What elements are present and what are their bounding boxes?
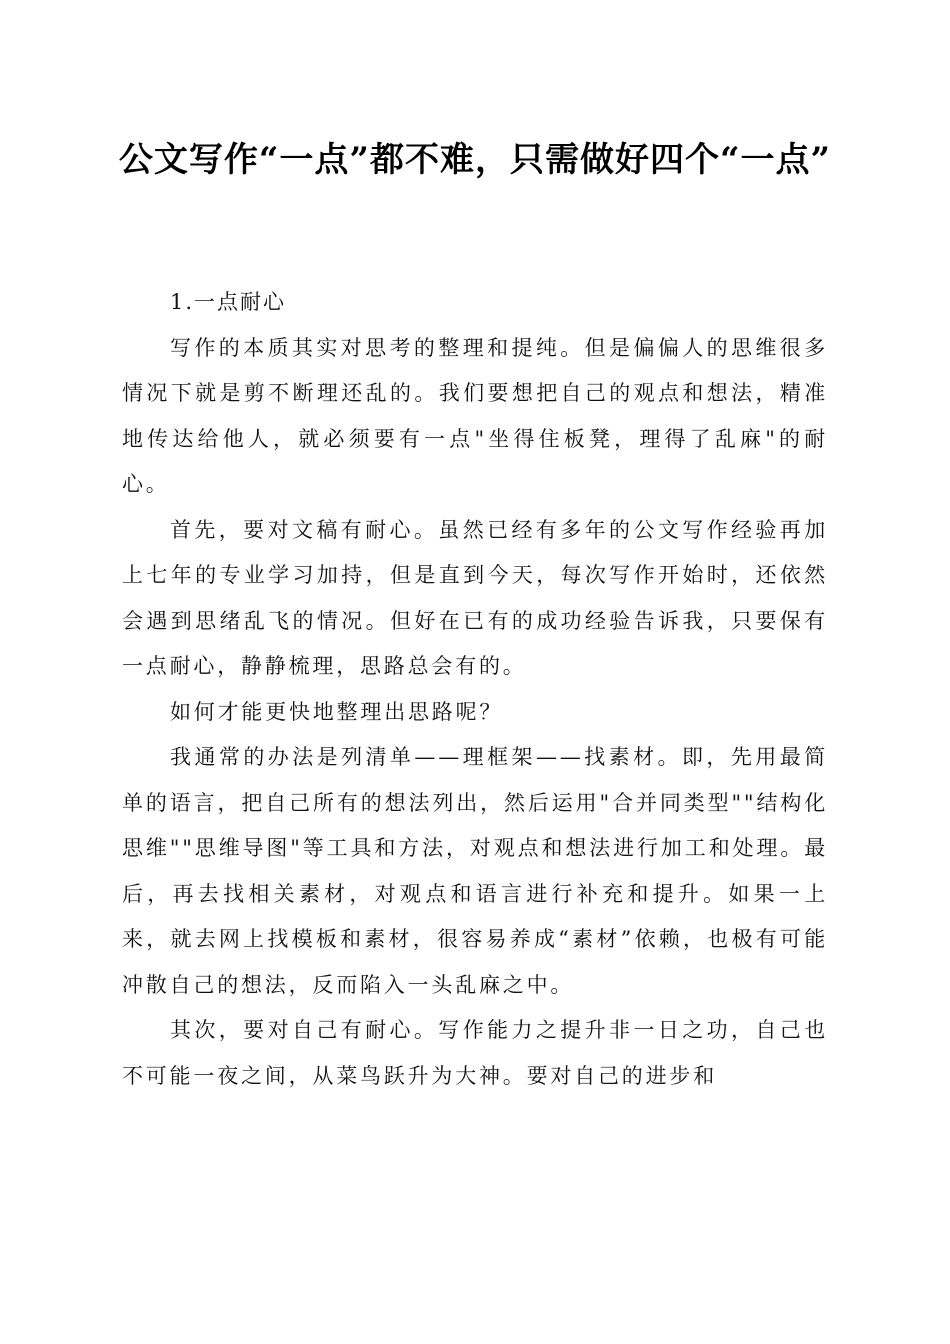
paragraph: 其次，要对自己有耐心。写作能力之提升非一日之功，自己也不可能一夜之间，从菜鸟跃升为大神。要对自己的进步和 [122, 1018, 828, 1088]
document-body [122, 280, 828, 1099]
paragraph: 如何才能更快地整理出思路呢？ [170, 699, 504, 724]
section-heading: 1.一点耐心 [170, 290, 287, 314]
paragraph: 写作的本质其实对思考的整理和提纯。但是偏偏人的思维很多情况下就是剪不断理还乱的。我们要想把自己的观点和想法，精准地传达给他人，就必须要有一点"坐得住板凳，理得了乱麻"的耐心。 [122, 335, 828, 496]
paragraph: 我通常的办法是列清单——理框架——找素材。即，先用最简单的语言，把自己所有的想法列出，然后运用"合并同类型""结构化思维""思维导图"等工具和方法，对观点和想法进行加工和处理。最后，再去找相关素材，对观点和语言进行补充和提升。如果一上来，就去网上找模板和素材，很容易养成“素材”依赖，也极有可能冲散自己的想法，反而陷入一头乱麻之中。 [122, 745, 828, 997]
document-title: 公文写作“一点”都不难，只需做好四个“一点” [118, 140, 832, 180]
paragraph: 首先，要对文稿有耐心。虽然已经有多年的公文写作经验再加上七年的专业学习加持，但是直到今天，每次写作开始时，还依然会遇到思绪乱飞的情况。但好在已有的成功经验告诉我，只要保有一点耐心，静静梳理，思路总会有的。 [122, 517, 828, 678]
